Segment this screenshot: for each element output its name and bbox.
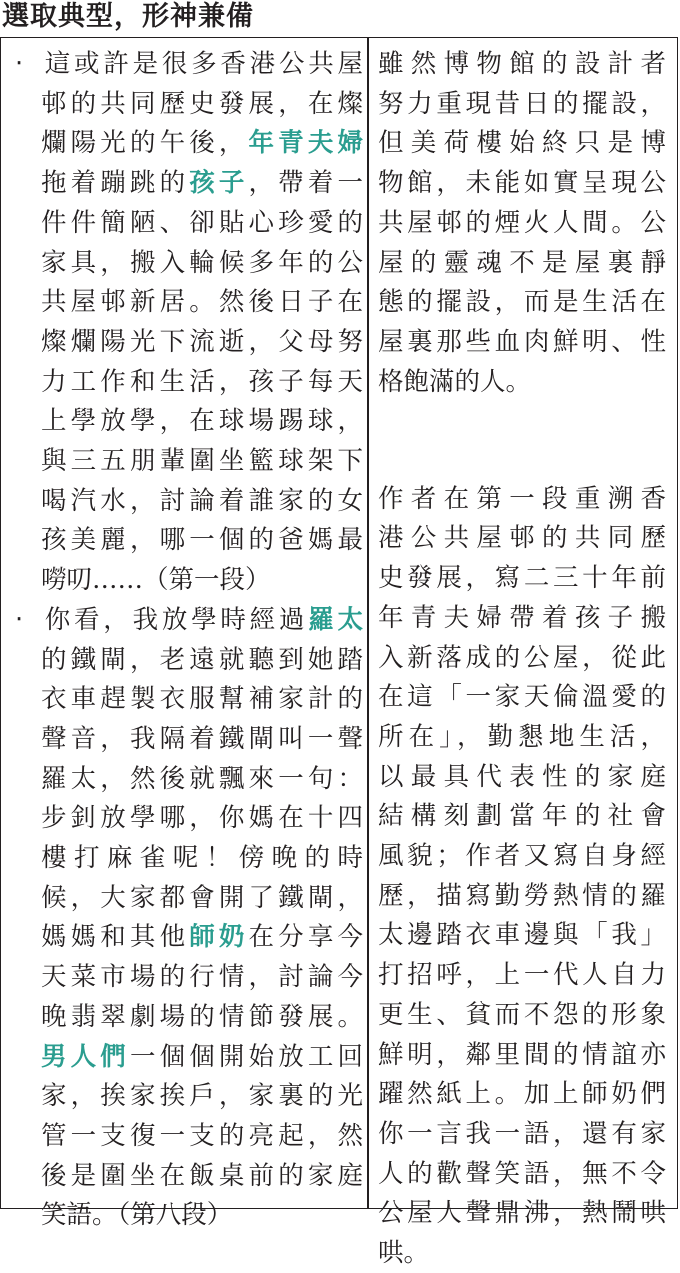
text-segment: 爛陽光的午後，: [41, 128, 249, 159]
excerpt-line: [41, 243, 363, 283]
text-segment: 聲音，我隔着鐵閘叫一聲: [41, 723, 363, 754]
excerpt-line: [41, 957, 363, 997]
excerpt-line: [41, 163, 363, 203]
commentary-line: 但美荷樓始終只是博: [378, 128, 666, 159]
commentary-line: 結構刻劃當年的社會: [378, 801, 666, 832]
commentary-line: 太邊踏衣車邊與「我」: [378, 920, 666, 951]
highlight-term: 羅太: [308, 604, 363, 635]
text-segment: ，帶着一: [248, 168, 363, 199]
commentary-line: 入新落成的公屋，從此: [378, 642, 666, 673]
excerpt-line: [15, 44, 363, 84]
excerpt-line: [41, 1116, 363, 1156]
excerpt-line: [41, 481, 363, 521]
commentary-line: 在這「一家天倫溫愛的: [378, 682, 666, 713]
excerpt-line: [41, 878, 363, 918]
excerpt-line: [41, 838, 363, 878]
commentary-line: 更生、貧而不怨的形象: [378, 999, 666, 1030]
excerpt-line: [41, 1156, 363, 1196]
text-segment: 件件簡陋、卻貼心珍愛的: [41, 207, 363, 238]
text-segment: 晚翡翠劇場的情節發展。: [41, 1001, 363, 1032]
commentary-column: [369, 38, 677, 1268]
text-segment: 共屋邨新居。然後日子在: [41, 287, 363, 318]
commentary-line: 你一言我一語，還有家: [378, 1118, 666, 1149]
highlight-term: 男人們: [41, 1041, 130, 1072]
excerpt-line: [41, 362, 363, 402]
commentary-line: 公屋人聲鼎沸，熱鬧哄: [378, 1198, 666, 1229]
commentary-line: 港公共屋邨的共同歷: [378, 523, 666, 554]
text-segment: 家具，搬入輪候多年的公: [41, 247, 363, 278]
excerpt-line: [41, 520, 363, 560]
excerpt-line: [41, 759, 363, 799]
excerpt-line: [41, 679, 363, 719]
excerpt-line: [41, 203, 363, 243]
commentary-line: 屋裏那些血肉鮮明、性: [378, 326, 666, 357]
excerpt-line: [41, 1037, 363, 1077]
commentary-line: 鮮明，鄰里間的情誼亦: [378, 1039, 666, 1070]
text-segment: 上學放學，在球場踢球，: [41, 406, 363, 437]
commentary-line: 年青夫婦帶着孩子搬: [378, 602, 666, 633]
excerpt-line: [41, 322, 363, 362]
highlight-term: 年青夫婦: [248, 128, 363, 159]
excerpt-line: [41, 441, 363, 481]
excerpt-column: [1, 38, 369, 1231]
excerpt-line: [41, 997, 363, 1037]
commentary-line: 風貌；作者又寫自身經: [378, 841, 666, 871]
text-segment: 天菜市場的行情，討論今: [41, 962, 363, 993]
text-segment: 候，大家都會開了鐵閘，: [41, 882, 363, 913]
bullet-marker: ‧: [15, 49, 24, 79]
text-segment: 羅太，然後就飄來一句：: [41, 763, 363, 794]
comparison-table: [0, 37, 678, 1268]
commentary-line: 物館，未能如實呈現公: [378, 168, 666, 199]
commentary-line: 史發展，寫二三十年前: [378, 563, 666, 594]
excerpt-line: [41, 1076, 363, 1116]
section-title: 選取典型，形神兼備: [2, 1, 254, 32]
text-segment: 步釗放學哪，你媽在十四: [41, 803, 363, 834]
text-segment: 笑語。（第八段）: [41, 1200, 233, 1231]
bullet-marker: ‧: [15, 604, 24, 635]
text-segment: 後是圍坐在飯桌前的家庭: [41, 1160, 363, 1191]
text-segment: 你看，我放學時經過: [41, 604, 309, 635]
excerpt-line: [41, 123, 363, 163]
excerpt-line: [41, 917, 363, 957]
highlight-term: 孩子: [189, 168, 249, 199]
text-segment: 這或許是很多香港公共屋: [41, 49, 363, 79]
text-segment: 力工作和生活，孩子每天: [41, 366, 363, 397]
text-segment: 管一支復一支的亮起，然: [41, 1120, 363, 1151]
excerpt-line: [41, 282, 363, 322]
text-segment: 一個個開始放工回: [129, 1041, 363, 1072]
commentary-line: 態的擺設，而是生活在: [378, 287, 666, 318]
commentary-line: 躍然紙上。加上師奶們: [378, 1079, 666, 1110]
text-segment: 孩美麗，哪一個的爸媽最: [41, 525, 363, 556]
text-segment: 媽媽和其他: [41, 922, 190, 953]
text-segment: 燦爛陽光下流逝，父母努: [41, 326, 363, 357]
excerpt-line: [41, 401, 363, 441]
excerpt-line: [15, 600, 363, 640]
commentary-line: 雖然博物館的設計者: [378, 49, 666, 79]
commentary-line: 努力重現昔日的擺設，: [378, 88, 666, 119]
text-segment: 衣車趕製衣服幫補家計的: [41, 684, 363, 715]
text-segment: 邨的共同歷史發展，在燦: [41, 88, 363, 119]
commentary-line: 打招呼，上一代人自力: [378, 960, 666, 991]
text-segment: 拖着蹦跳的: [41, 168, 190, 199]
commentary-line: 屋的靈魂不是屋裏靜: [378, 247, 666, 278]
excerpt-line: [41, 84, 363, 124]
text-segment: 喝汽水，討論着誰家的女: [41, 485, 363, 516]
text-segment: 家，挨家挨戶，家裏的光: [41, 1081, 363, 1112]
commentary-line: 格飽滿的人。: [378, 366, 532, 397]
excerpt-line: [41, 719, 363, 759]
highlight-term: 師奶: [189, 922, 249, 953]
text-segment: 在分享今: [248, 922, 363, 953]
commentary-line: 歷，描寫勤勞熱情的羅: [378, 880, 666, 911]
excerpt-line: [41, 560, 363, 600]
excerpt-line: [41, 640, 363, 680]
commentary-line: 共屋邨的煙火人間。公: [378, 207, 666, 238]
commentary-line: 人的歡聲笑語，無不令: [378, 1158, 666, 1189]
commentary-line: 以最具代表性的家庭: [378, 761, 666, 792]
text-segment: 與三五朋輩圍坐籃球架下: [41, 446, 363, 476]
commentary-line: 所在」，勤懇地生活，: [378, 721, 666, 752]
excerpt-line: [41, 1195, 363, 1235]
commentary-line: 哄。: [378, 1238, 430, 1268]
text-segment: 嘮叨……（第一段）: [41, 565, 271, 596]
text-segment: 的鐵閘，老遠就聽到她踏: [41, 644, 363, 675]
commentary-line: 作者在第一段重溯香: [378, 483, 666, 514]
excerpt-line: [41, 798, 363, 838]
text-segment: 樓打麻雀呢！傍晚的時: [41, 843, 363, 873]
